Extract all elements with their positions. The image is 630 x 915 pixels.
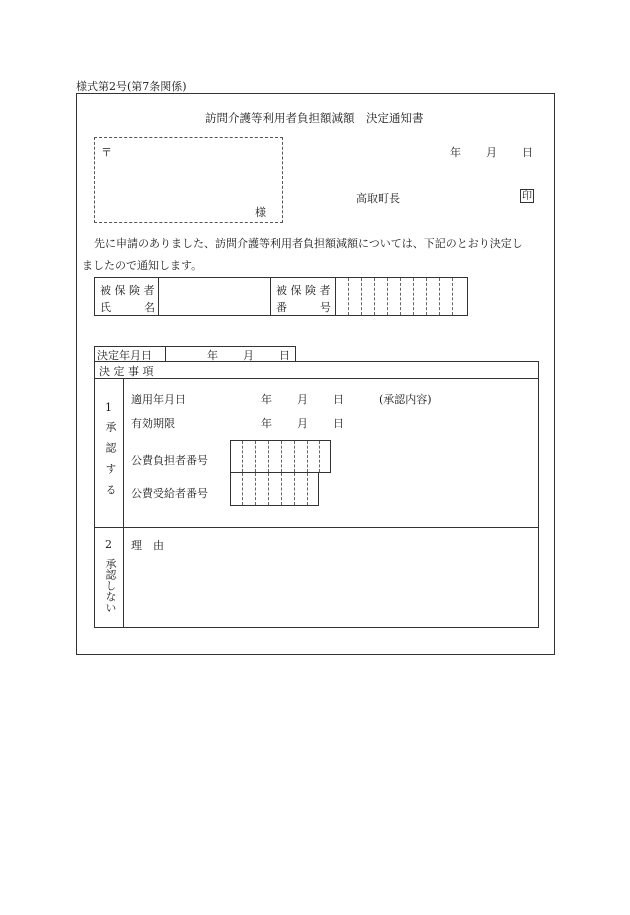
insured-number-label-2: 番 号 bbox=[276, 301, 331, 314]
expiry-day-label: 日 bbox=[333, 417, 344, 430]
reason-label: 理 由 bbox=[131, 539, 164, 552]
deny-vertical-label: 承認しない bbox=[104, 558, 117, 613]
expiry-label: 有効期限 bbox=[131, 417, 175, 430]
intro-text-line1: 先に申請のありました、訪問介護等利用者負担額減額については、下記のとおり決定し bbox=[94, 237, 523, 250]
address-box[interactable] bbox=[94, 137, 283, 223]
divider bbox=[270, 277, 271, 316]
decision-items-label: 決 定 事 項 bbox=[99, 365, 154, 378]
insured-name-label-2: 氏 名 bbox=[100, 301, 155, 314]
divider bbox=[94, 527, 539, 528]
decision-year-label: 年 bbox=[207, 349, 218, 362]
date-month-label: 月 bbox=[486, 146, 497, 159]
deny-section-number: 2 bbox=[105, 538, 112, 551]
date-day-label: 日 bbox=[522, 146, 533, 159]
postal-mark: 〒 bbox=[101, 146, 112, 159]
issuer-name: 高取町長 bbox=[356, 192, 400, 205]
payer-number-label: 公費負担者番号 bbox=[131, 454, 208, 467]
start-date-label: 適用年月日 bbox=[131, 393, 186, 406]
divider bbox=[165, 346, 166, 362]
divider bbox=[335, 277, 336, 316]
reason-field[interactable] bbox=[126, 552, 536, 624]
insured-number-label-1: 被 保 険 者 bbox=[276, 284, 331, 297]
divider bbox=[158, 277, 159, 316]
honorific-label: 様 bbox=[255, 206, 266, 219]
expiry-month-label: 月 bbox=[297, 417, 308, 430]
approval-content-label: (承認内容) bbox=[379, 393, 432, 406]
divider bbox=[94, 378, 539, 379]
document-title: 訪問介護等利用者負担額減額 決定通知書 bbox=[205, 111, 424, 125]
date-year-label: 年 bbox=[450, 146, 461, 159]
expiry-year-label: 年 bbox=[261, 417, 272, 430]
decision-day-label: 日 bbox=[279, 349, 290, 362]
insured-number-field[interactable] bbox=[337, 279, 467, 314]
start-day-label: 日 bbox=[333, 393, 344, 406]
seal-mark: 印 bbox=[522, 191, 532, 202]
recipient-number-field[interactable] bbox=[230, 472, 319, 506]
approve-vertical-label: 承認する bbox=[104, 421, 117, 505]
form-number: 様式第2号(第7条関係) bbox=[76, 80, 187, 93]
start-year-label: 年 bbox=[261, 393, 272, 406]
decision-date-label: 決定年月日 bbox=[97, 349, 152, 362]
divider bbox=[123, 378, 124, 628]
start-month-label: 月 bbox=[297, 393, 308, 406]
insured-name-label-1: 被 保 険 者 bbox=[100, 284, 155, 297]
approve-section-number: 1 bbox=[105, 401, 112, 414]
intro-text-line2: ましたので通知します。 bbox=[82, 259, 203, 272]
recipient-number-label: 公費受給者番号 bbox=[131, 487, 208, 500]
insured-name-field[interactable] bbox=[160, 279, 268, 314]
decision-month-label: 月 bbox=[243, 349, 254, 362]
